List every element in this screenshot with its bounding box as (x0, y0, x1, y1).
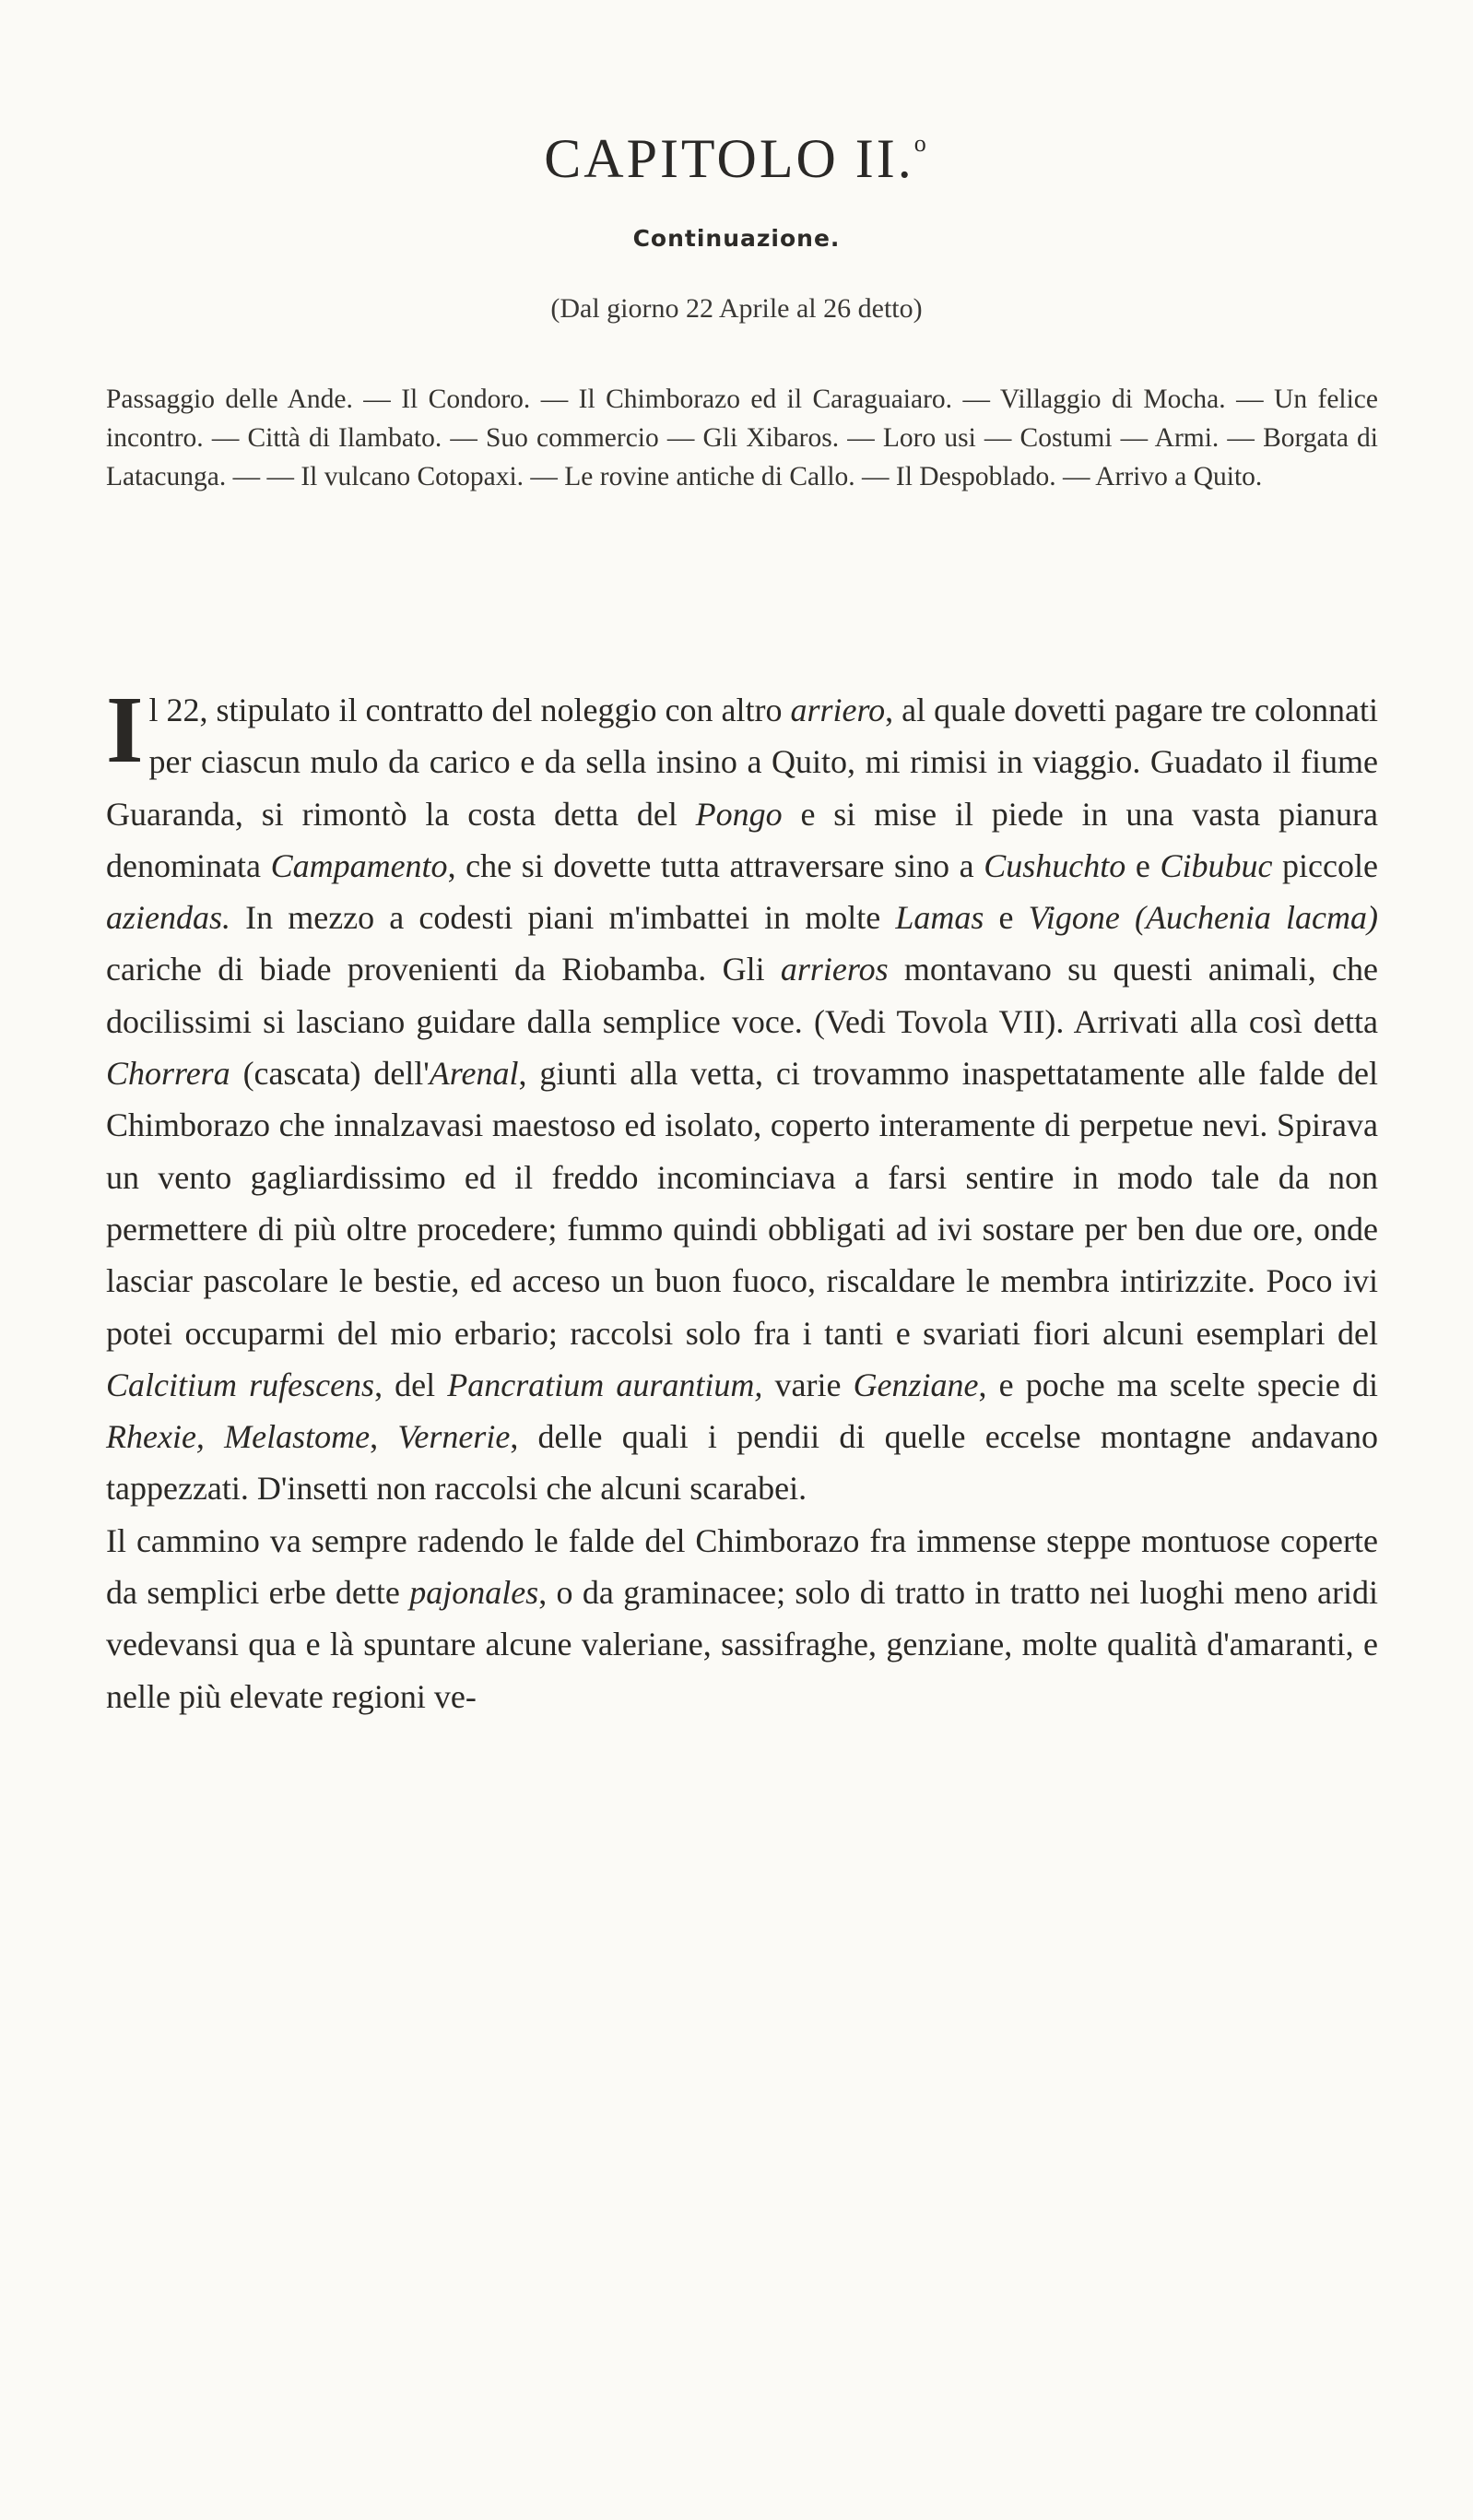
date-range: (Dal giorno 22 Aprile al 26 detto) (550, 293, 923, 324)
continuation-heading: Continuazione. (632, 225, 841, 252)
paragraph-1: Il 22, stipulato il contratto del noleggio con altro arriero, al quale dovetti pagare tre colonnati per ciascun mulo da carico e da sella insino a Quito, mi rimisi in viaggio. Guadato il fiume Guaranda, si rimontò la costa detta del Pongo e si mise il piede in una vasta pianura denominata Campamento, che si dovette tutta attraversare sino a Cushuchto e Cibubuc piccole aziendas. In mezzo a codesti piani m'imbattei in molte Lamas e Vigone (Auchenia lacma) cariche di biade provenienti da Riobamba. Gli arrieros montavano su questi animali, che docilissimi si lasciano guidare dalla semplice voce. (Vedi Tovola VII). Arrivati alla così detta Chorrera (cascata) dell'Arenal, giunti alla vetta, ci trovammo inaspettatamente alle falde del Chimborazo che innalzavasi maestoso ed isolato, coperto interamente di perpetue nevi. Spirava un vento gagliardissimo ed il freddo incominciava a farsi sentire in modo tale da non permettere di più oltre procedere; fummo quindi obbligati ad ivi sostare per ben due ore, onde lasciar pascolare le bestie, ed acceso un buon fuoco, riscaldare le membra intirizzite. Poco ivi potei occuparmi del mio erbario; raccolsi solo fra i tanti e svariati fiori alcuni esemplari del Calcitium rufescens, del Pancratium aurantium, varie Genziane, e poche ma scelte specie di Rhexie, Melastome, Vernerie, delle quali i pendii di quelle eccelse montagne andavano tappezzati. D'insetti non raccolsi che alcuni scarabei. (106, 677, 1379, 1508)
ordinal-mark: o (913, 130, 929, 157)
chapter-title: CAPITOLO II.$^o$ (544, 128, 929, 189)
drop-cap: I (106, 677, 144, 783)
chapter-summary: Passaggio delle Ande. — Il Condoro. — Il Chimborazo ed il Caraguaiaro. — Villaggio di Mocha. — Un felice incontro. — Città di Ilambato. — Suo commercio — Gli Xibaros. — Loro usi — Costumi — Armi. — Borgata di Latacunga. — — Il vulcano Cotopaxi. — Le rovine antiche di Callo. — Il Despoblado. — Arrivo a Quito. (106, 385, 1378, 491)
body-text (106, 677, 1379, 1722)
paragraph-2: Il cammino va sempre radendo le falde del Chimborazo fra immense steppe montuose coperte da semplici erbe dette pajonales, o da graminacee; solo di tratto in tratto nei luoghi meno aridi vedevansi qua e là spuntare alcune valeriane, sassifraghe, genziane, molte qualità d'amaranti, e nelle più elevate regioni ve- (106, 1521, 1378, 1715)
